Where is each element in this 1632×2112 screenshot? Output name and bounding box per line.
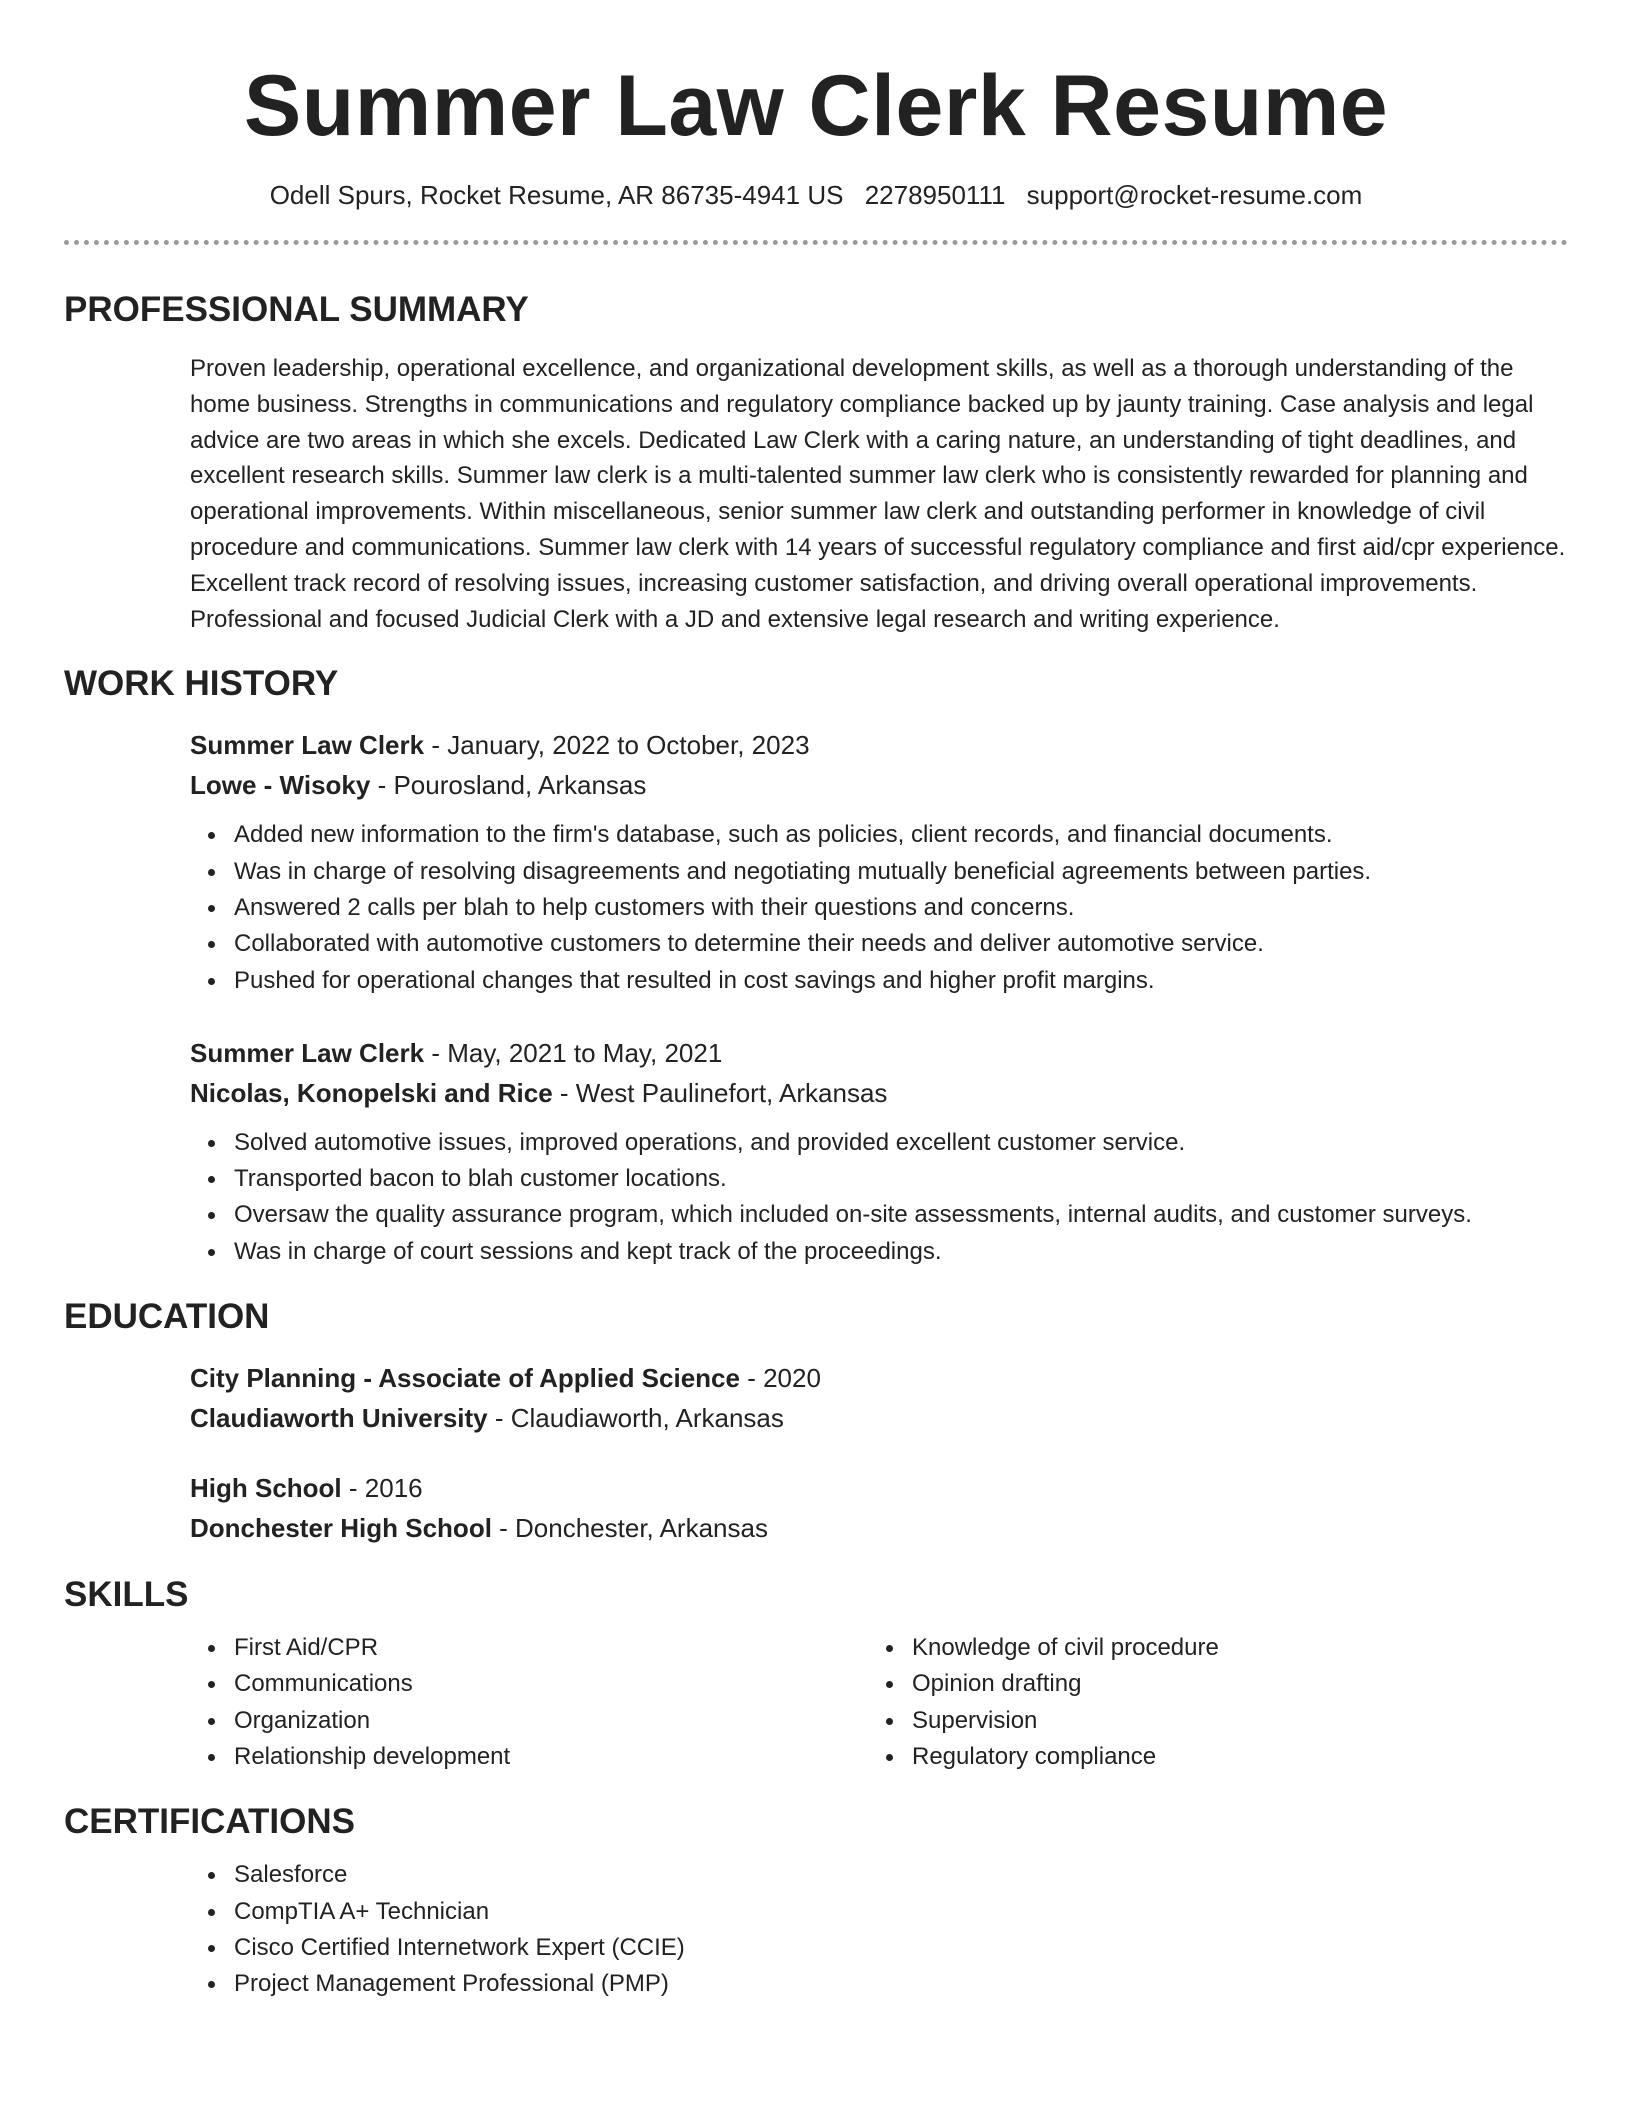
education-school-line	[190, 1508, 1568, 1548]
list-item	[868, 1666, 1546, 1702]
skill-text: Communications	[234, 1670, 413, 1698]
job-entry	[190, 1033, 1568, 1270]
certifications-section	[64, 1801, 1568, 2002]
list-item	[868, 1739, 1546, 1775]
bullet-icon	[208, 1212, 215, 1219]
education-entry	[190, 1358, 1568, 1438]
bullet-icon	[886, 1754, 893, 1761]
job-company-line	[190, 1073, 1568, 1113]
header-divider	[64, 240, 1568, 245]
contact-address: Odell Spurs, Rocket Resume, AR 86735-4941 US	[269, 180, 844, 210]
certifications-list	[190, 1857, 1568, 2002]
contact-phone: 2278950111	[864, 180, 1006, 210]
education-location: - Donchester, Arkansas	[491, 1513, 768, 1544]
skill-text: Organization	[234, 1706, 371, 1734]
list-item	[190, 1857, 1568, 1893]
bullet-icon	[208, 941, 215, 948]
list-item	[190, 1966, 1568, 2002]
contact-email: support@rocket-resume.com	[1026, 180, 1363, 210]
list-item	[868, 1630, 1546, 1666]
job-company: Lowe - Wisoky	[190, 770, 371, 801]
bullet-text: Was in charge of court sessions and kept track of the proceedings.	[234, 1237, 942, 1265]
bullet-icon	[208, 1754, 215, 1761]
skill-text: Regulatory compliance	[912, 1742, 1157, 1770]
job-title: Summer Law Clerk	[190, 730, 425, 761]
summary-text: Proven leadership, operational excellence, and organizational development skills, as well as a thorough understanding of the home business. Strengths in communications and regulatory compliance backed up by jaunty training. Case analysis and legal advice are two areas in which she excels. Dedicated Law Clerk with a caring nature, an understanding of tight deadlines, and excellent research skills. Summer law clerk is a multi-talented summer law clerk who is consistently rewarded for planning and operational improvements. Within miscellaneous, senior summer law clerk and outstanding performer in knowledge of civil procedure and communications. Summer law clerk with 14 years of successful regulatory compliance and first aid/cpr experience. Excellent track record of resolving issues, increasing customer satisfaction, and driving overall operational improvements. Professional and focused Judicial Clerk with a JD and extensive legal research and writing experience.	[190, 355, 1566, 633]
skill-text: First Aid/CPR	[234, 1634, 379, 1662]
bullet-icon	[208, 832, 215, 839]
bullet-icon	[886, 1645, 893, 1652]
work-history-body	[190, 725, 1568, 1270]
contact-line	[64, 178, 1568, 212]
bullet-text: Answered 2 calls per blah to help customers with their questions and concerns.	[234, 893, 1075, 921]
job-location: - West Paulinefort, Arkansas	[552, 1077, 888, 1108]
bullet-icon	[208, 1681, 215, 1688]
list-item	[190, 1630, 868, 1666]
job-company: Nicolas, Konopelski and Rice	[190, 1077, 553, 1108]
bullet-text: Added new information to the firm's database, such as policies, client records, and financial documents.	[234, 821, 1333, 849]
skills-section	[64, 1574, 1568, 1775]
education-degree: City Planning - Associate of Applied Science	[190, 1363, 740, 1394]
certification-text: CompTIA A+ Technician	[234, 1897, 490, 1925]
skill-text: Supervision	[912, 1706, 1038, 1734]
list-item	[190, 1703, 868, 1739]
skill-text: Knowledge of civil procedure	[912, 1634, 1219, 1662]
certification-text: Cisco Certified Internetwork Expert (CCIE)	[234, 1933, 685, 1961]
skills-list-right	[868, 1630, 1546, 1775]
bullet-text: Solved automotive issues, improved operations, and provided excellent customer service.	[234, 1128, 1186, 1156]
education-degree-line	[190, 1468, 1568, 1508]
list-item	[190, 817, 1568, 853]
list-item	[190, 1666, 868, 1702]
job-title: Summer Law Clerk	[190, 1037, 425, 1068]
list-item	[190, 963, 1568, 999]
bullet-icon	[208, 978, 215, 985]
bullet-text: Was in charge of resolving disagreements and negotiating mutually beneficial agreements between parties.	[234, 857, 1372, 885]
bullet-icon	[208, 1872, 215, 1879]
job-title-line	[190, 1033, 1568, 1073]
job-company-line	[190, 765, 1568, 805]
certification-text: Salesforce	[234, 1861, 348, 1889]
bullet-icon	[886, 1718, 893, 1725]
bullet-text: Pushed for operational changes that resulted in cost savings and higher profit margins.	[234, 966, 1155, 994]
list-item	[190, 1161, 1568, 1197]
work-history-section	[64, 663, 1568, 1270]
education-section	[64, 1296, 1568, 1548]
bullet-icon	[208, 1909, 215, 1916]
bullet-icon	[208, 1140, 215, 1147]
summary-heading: PROFESSIONAL SUMMARY	[64, 290, 529, 329]
bullet-icon	[208, 1249, 215, 1256]
bullet-icon	[208, 905, 215, 912]
education-school: Claudiaworth University	[190, 1403, 488, 1434]
work-history-heading: WORK HISTORY	[64, 664, 339, 704]
certifications-body	[190, 1857, 1568, 2002]
list-item	[868, 1703, 1546, 1739]
bullet-icon	[208, 869, 215, 876]
skills-list-left	[190, 1630, 868, 1775]
education-entry	[190, 1468, 1568, 1548]
job-title-line	[190, 725, 1568, 765]
education-location: - Claudiaworth, Arkansas	[487, 1403, 784, 1434]
summary-body	[190, 351, 1568, 637]
skills-column-right	[868, 1630, 1546, 1775]
bullet-icon	[208, 1981, 215, 1988]
resume-title: Summer Law Clerk Resume	[243, 58, 1389, 154]
bullet-icon	[208, 1945, 215, 1952]
bullet-text: Oversaw the quality assurance program, which included on-site assessments, internal audits, and customer surveys.	[234, 1201, 1472, 1229]
list-item	[190, 1197, 1568, 1233]
list-item	[190, 890, 1568, 926]
job-bullet-list	[190, 817, 1568, 998]
job-dates: - May, 2021 to May, 2021	[424, 1037, 723, 1068]
job-bullet-list	[190, 1125, 1568, 1270]
education-body	[190, 1358, 1568, 1548]
job-location: - Pourosland, Arkansas	[370, 770, 647, 801]
education-school-line	[190, 1398, 1568, 1438]
list-item	[190, 1930, 1568, 1966]
list-item	[190, 854, 1568, 890]
list-item	[190, 1739, 868, 1775]
education-degree: High School	[190, 1473, 342, 1504]
skills-column-left	[190, 1630, 868, 1775]
list-item	[190, 926, 1568, 962]
certification-text: Project Management Professional (PMP)	[234, 1970, 669, 1998]
skill-text: Opinion drafting	[912, 1670, 1082, 1698]
bullet-text: Collaborated with automotive customers to determine their needs and deliver automotive service.	[234, 930, 1264, 958]
education-year: - 2020	[739, 1363, 821, 1394]
summary-section	[64, 289, 1568, 637]
education-degree-line	[190, 1358, 1568, 1398]
skills-heading: SKILLS	[64, 1575, 189, 1615]
job-entry	[190, 725, 1568, 998]
bullet-text: Transported bacon to blah customer locations.	[234, 1165, 727, 1193]
education-year: - 2016	[341, 1473, 423, 1504]
bullet-icon	[886, 1681, 893, 1688]
skill-text: Relationship development	[234, 1742, 511, 1770]
list-item	[190, 1234, 1568, 1270]
education-heading: EDUCATION	[64, 1297, 270, 1337]
list-item	[190, 1894, 1568, 1930]
job-dates: - January, 2022 to October, 2023	[424, 730, 810, 761]
bullet-icon	[208, 1645, 215, 1652]
certifications-heading: CERTIFICATIONS	[64, 1802, 356, 1842]
bullet-icon	[208, 1176, 215, 1183]
bullet-icon	[208, 1718, 215, 1725]
skills-body	[190, 1630, 1568, 1775]
education-school: Donchester High School	[190, 1513, 492, 1544]
list-item	[190, 1125, 1568, 1161]
